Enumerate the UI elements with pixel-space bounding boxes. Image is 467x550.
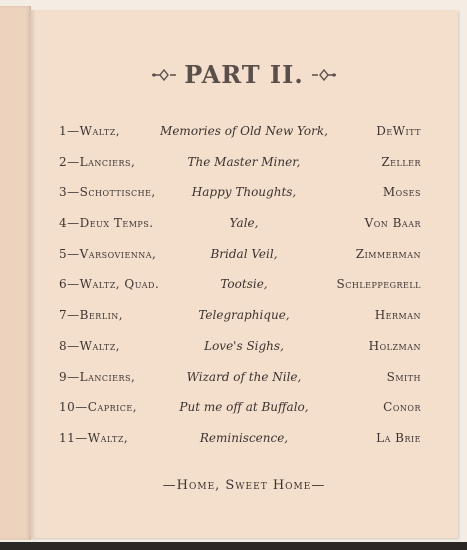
piece-title: Telegraphique,	[198, 308, 290, 322]
program-row	[59, 308, 421, 328]
composer-name: Zimmerman	[355, 247, 421, 261]
program-row	[59, 155, 421, 175]
title-block	[30, 60, 458, 89]
program-row	[59, 400, 421, 420]
right-ornament-icon	[310, 68, 338, 82]
composer-name: Smith	[386, 370, 421, 384]
composer-name: Moses	[382, 185, 421, 199]
dance-number: 9—Lanciers,	[59, 370, 136, 384]
dance-number: 10—Caprice,	[59, 400, 138, 414]
composer-name: DeWitt	[376, 124, 421, 138]
piece-title: Happy Thoughts,	[191, 185, 297, 199]
piece-title: The Master Miner,	[187, 155, 301, 169]
scan-bottom-edge	[0, 542, 467, 550]
composer-name: Holzman	[368, 339, 421, 353]
composer-name: Zeller	[381, 155, 421, 169]
dance-number: 11—Waltz,	[59, 431, 129, 445]
program-row	[59, 277, 421, 297]
piece-title: Wizard of the Nile,	[186, 370, 302, 384]
program-page	[30, 10, 458, 538]
composer-name: Schleppegrell	[336, 277, 421, 291]
program-row	[59, 431, 421, 451]
dance-number: 2—Lanciers,	[59, 155, 136, 169]
program-row	[59, 185, 421, 205]
program-row	[59, 124, 421, 144]
piece-title: Reminiscence,	[199, 431, 289, 445]
piece-title: Put me off at Buffalo,	[179, 400, 309, 414]
piece-title: Yale,	[229, 216, 259, 230]
composer-name: Conor	[383, 400, 421, 414]
piece-title: Bridal Veil,	[210, 247, 278, 261]
program-row	[59, 370, 421, 390]
dance-number: 4—Deux Temps.	[59, 216, 154, 230]
page-title: PART II.	[184, 60, 304, 89]
dance-number: 1—Waltz,	[59, 124, 121, 138]
left-ornament-icon	[150, 68, 178, 82]
dance-number: 7—Berlin,	[59, 308, 124, 322]
program-row	[59, 339, 421, 359]
composer-name: Von Baar	[364, 216, 421, 230]
dance-number: 3—Schottische,	[59, 185, 156, 199]
piece-title: Memories of Old New York,	[160, 124, 328, 138]
left-page-edge	[0, 6, 31, 540]
composer-name: Herman	[374, 308, 421, 322]
dance-number: 8—Waltz,	[59, 339, 121, 353]
piece-title: Tootsie,	[220, 277, 268, 291]
program-row	[59, 247, 421, 267]
program-row	[59, 216, 421, 236]
page-fold-shadow	[30, 10, 36, 538]
closing-dance: —Home, Sweet Home—	[162, 478, 326, 493]
piece-title: Love's Sighs,	[204, 339, 284, 353]
dance-number: 6—Waltz, Quad.	[59, 277, 160, 291]
dance-number: 5—Varsovienna,	[59, 247, 157, 261]
composer-name: La Brie	[376, 431, 421, 445]
